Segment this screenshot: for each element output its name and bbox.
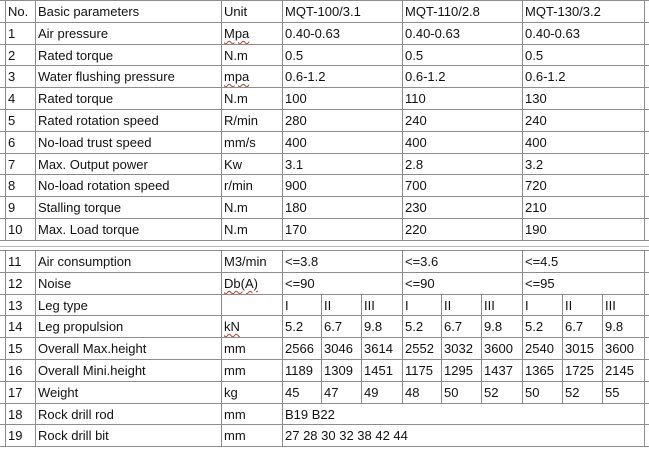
unit-cell: Kw xyxy=(224,157,243,172)
parameter-name: Noise xyxy=(38,276,72,291)
model-1-value: 900 xyxy=(285,178,307,193)
leg-variant-value: I xyxy=(285,298,289,313)
column-divider xyxy=(5,250,6,294)
column-divider xyxy=(5,403,6,446)
model-2-value: 700 xyxy=(405,178,427,193)
unit-cell: mm xyxy=(224,428,246,443)
header-row xyxy=(0,1,649,23)
column-divider xyxy=(441,294,442,403)
model-1-value: <=3.8 xyxy=(285,254,319,269)
leg-variant-value: 49 xyxy=(364,385,379,400)
column-divider xyxy=(361,294,362,403)
model-3-value: 3.2 xyxy=(525,157,544,172)
parameter-name: Rated torque xyxy=(38,48,114,63)
leg-variant-value: 1725 xyxy=(565,363,594,378)
model-1-value: 3.1 xyxy=(285,157,304,172)
unit-cell: Mpa xyxy=(224,26,250,41)
unit-cell: kg xyxy=(224,385,238,400)
table-row xyxy=(0,197,649,219)
leg-variant-value: 1451 xyxy=(364,363,393,378)
column-divider xyxy=(602,294,603,403)
model-1-value: 180 xyxy=(285,200,307,215)
column-divider xyxy=(35,250,36,294)
parameter-name: Rated torque xyxy=(38,91,114,106)
table-row xyxy=(0,273,649,295)
unit-cell: r/min xyxy=(224,178,253,193)
leg-variant-value: 48 xyxy=(405,385,420,400)
parameter-name: Water flushing pressure xyxy=(38,69,175,84)
model-3-value: <=95 xyxy=(525,276,555,291)
unit-cell: mm/s xyxy=(224,135,256,150)
table-row xyxy=(0,110,649,132)
column-divider xyxy=(282,0,283,240)
row-number: 10 xyxy=(8,222,23,237)
model-1-value: 100 xyxy=(285,91,307,106)
table-row xyxy=(0,66,649,88)
leg-variant-value: 5.2 xyxy=(405,319,424,334)
parameter-name: Rated rotation speed xyxy=(38,113,159,128)
model-1-value: 0.6-1.2 xyxy=(285,69,326,84)
column-divider xyxy=(35,0,36,240)
table-row xyxy=(0,132,649,154)
header-unit: Unit xyxy=(224,4,248,19)
model-2-value: 240 xyxy=(405,113,427,128)
model-3-value: <=4.5 xyxy=(525,254,559,269)
unit-cell: Db(A) xyxy=(224,276,258,291)
leg-variant-value: 50 xyxy=(444,385,459,400)
table-row xyxy=(0,154,649,176)
leg-variant-value: 2145 xyxy=(605,363,634,378)
column-divider xyxy=(644,0,645,240)
row-number: 13 xyxy=(8,298,23,313)
column-divider xyxy=(221,294,222,403)
leg-variant-value: 6.7 xyxy=(565,319,584,334)
leg-variant-value: 3032 xyxy=(444,341,473,356)
merged-value: 27 28 30 32 38 42 44 xyxy=(285,428,408,443)
header-model-2: MQT-110/2.8 xyxy=(405,4,480,19)
column-divider xyxy=(282,250,283,294)
parameter-name: Stalling torque xyxy=(38,200,122,215)
column-divider xyxy=(402,0,403,240)
column-divider xyxy=(481,294,482,403)
leg-variant-value: 2552 xyxy=(405,341,434,356)
row-number: 15 xyxy=(8,341,23,356)
table-row xyxy=(0,316,649,338)
row-number: 14 xyxy=(8,319,23,334)
parameter-name: Overall Mini.height xyxy=(38,363,146,378)
model-2-value: <=3.6 xyxy=(405,254,439,269)
column-divider xyxy=(644,294,645,403)
header-model-1: MQT-100/3.1 xyxy=(285,4,361,19)
leg-variant-value: 3614 xyxy=(364,341,393,356)
model-1-value: 170 xyxy=(285,222,307,237)
table-row xyxy=(0,45,649,67)
leg-variant-value: 3600 xyxy=(484,341,513,356)
leg-variant-value: II xyxy=(444,298,452,313)
merged-value: B19 B22 xyxy=(285,407,335,422)
parameter-name: Leg type xyxy=(38,298,88,313)
row-number: 5 xyxy=(8,113,16,128)
row-number: 17 xyxy=(8,385,23,400)
model-3-value: 240 xyxy=(525,113,547,128)
table-row xyxy=(0,23,649,45)
table-row xyxy=(0,175,649,197)
column-divider xyxy=(221,0,222,240)
leg-variant-value: III xyxy=(484,298,495,313)
model-2-value: 400 xyxy=(405,135,427,150)
table-row xyxy=(0,251,649,273)
leg-variant-value: 2540 xyxy=(525,341,554,356)
row-number: 6 xyxy=(8,135,16,150)
column-divider xyxy=(221,403,222,446)
column-divider xyxy=(644,250,645,294)
parameter-name: Air consumption xyxy=(38,254,132,269)
leg-variant-value: 2566 xyxy=(285,341,314,356)
unit-cell: mm xyxy=(224,341,246,356)
leg-variant-value: 3015 xyxy=(565,341,594,356)
leg-variant-value: 5.2 xyxy=(285,319,304,334)
leg-variant-value: 6.7 xyxy=(324,319,343,334)
row-divider xyxy=(0,240,649,241)
leg-variant-value: 1189 xyxy=(285,363,313,378)
parameter-name: Leg propulsion xyxy=(38,319,124,334)
table-row xyxy=(0,219,649,241)
column-divider xyxy=(282,294,283,403)
parameter-name: Weight xyxy=(38,385,79,400)
model-2-value: 230 xyxy=(405,200,427,215)
leg-variant-value: 9.8 xyxy=(364,319,383,334)
header-model-3: MQT-130/3.2 xyxy=(525,4,601,19)
model-1-value: 400 xyxy=(285,135,307,150)
model-3-value: 0.5 xyxy=(525,48,544,63)
leg-variant-value: II xyxy=(565,298,573,313)
model-1-value: <=90 xyxy=(285,276,315,291)
parameter-name: Overall Max.height xyxy=(38,341,147,356)
column-divider xyxy=(221,250,222,294)
column-divider xyxy=(321,294,322,403)
table-row xyxy=(0,338,649,360)
column-divider xyxy=(522,294,523,403)
model-3-value: 210 xyxy=(525,200,547,215)
table-row xyxy=(0,425,649,447)
parameter-name: Max. Output power xyxy=(38,157,148,172)
model-2-value: 110 xyxy=(405,91,426,106)
row-number: 7 xyxy=(8,157,16,172)
header-no: No. xyxy=(8,4,29,19)
column-divider xyxy=(402,250,403,294)
leg-variant-value: 52 xyxy=(565,385,580,400)
model-3-value: 400 xyxy=(525,135,547,150)
leg-variant-value: 9.8 xyxy=(484,319,503,334)
column-divider xyxy=(644,403,645,446)
model-3-value: 0.40-0.63 xyxy=(525,26,580,41)
row-divider xyxy=(0,446,649,447)
unit-cell: N.m xyxy=(224,200,248,215)
model-2-value: 0.5 xyxy=(405,48,424,63)
leg-variant-value: 6.7 xyxy=(444,319,463,334)
model-2-value: <=90 xyxy=(405,276,435,291)
unit-cell: kN xyxy=(224,319,240,334)
row-number: 4 xyxy=(8,91,16,106)
model-3-value: 130 xyxy=(525,91,547,106)
row-number: 8 xyxy=(8,178,16,193)
leg-variant-value: I xyxy=(525,298,529,313)
leg-variant-value: 1365 xyxy=(525,363,554,378)
unit-cell: R/min xyxy=(224,113,258,128)
unit-cell xyxy=(222,295,283,316)
leg-variant-value: 3046 xyxy=(324,341,353,356)
leg-variant-value: III xyxy=(364,298,375,313)
column-divider xyxy=(562,294,563,403)
parameter-name: Rock drill rod xyxy=(38,407,114,422)
model-3-value: 0.6-1.2 xyxy=(525,69,566,84)
leg-variant-value: III xyxy=(605,298,616,313)
section-separator xyxy=(0,246,649,247)
column-divider xyxy=(5,294,6,403)
unit-cell: mpa xyxy=(224,69,250,84)
table-row xyxy=(0,88,649,110)
row-number: 3 xyxy=(8,69,16,84)
column-divider xyxy=(522,250,523,294)
model-3-value: 720 xyxy=(525,178,547,193)
leg-variant-value: 3600 xyxy=(605,341,634,356)
table-row xyxy=(0,295,649,317)
leg-variant-value: 47 xyxy=(324,385,339,400)
leg-variant-value: 1309 xyxy=(324,363,353,378)
leg-variant-value: 55 xyxy=(605,385,620,400)
model-2-value: 2.8 xyxy=(405,157,424,172)
leg-variant-value: 5.2 xyxy=(525,319,544,334)
row-number: 16 xyxy=(8,363,23,378)
leg-variant-value: I xyxy=(405,298,409,313)
model-2-value: 220 xyxy=(405,222,427,237)
column-divider xyxy=(35,294,36,403)
row-number: 2 xyxy=(8,48,16,63)
unit-cell: N.m xyxy=(224,91,248,106)
leg-variant-value: II xyxy=(324,298,332,313)
leg-variant-value: 1175 xyxy=(405,363,433,378)
row-number: 12 xyxy=(8,276,23,291)
row-number: 19 xyxy=(8,428,23,443)
leg-variant-value: 45 xyxy=(285,385,300,400)
header-param: Basic parameters xyxy=(38,4,140,19)
parameter-name: No-load rotation speed xyxy=(38,178,170,193)
column-divider xyxy=(35,403,36,446)
unit-cell: N.m xyxy=(224,48,248,63)
leg-variant-value: 1295 xyxy=(444,363,473,378)
parameter-name: Air pressure xyxy=(38,26,109,41)
row-number: 9 xyxy=(8,200,16,215)
row-number: 18 xyxy=(8,407,23,422)
parameter-name: No-load trust speed xyxy=(38,135,152,150)
table-row xyxy=(0,360,649,382)
leg-variant-value: 1437 xyxy=(484,363,513,378)
column-divider xyxy=(5,0,6,240)
unit-cell: mm xyxy=(224,363,246,378)
row-number: 1 xyxy=(8,26,16,41)
model-1-value: 0.5 xyxy=(285,48,304,63)
table-row xyxy=(0,404,649,426)
model-1-value: 280 xyxy=(285,113,307,128)
column-divider xyxy=(402,294,403,403)
leg-variant-value: 50 xyxy=(525,385,540,400)
row-number: 11 xyxy=(8,254,22,269)
column-divider xyxy=(282,403,283,446)
leg-variant-value: 9.8 xyxy=(605,319,624,334)
column-divider xyxy=(522,0,523,240)
parameter-name: Max. Load torque xyxy=(38,222,140,237)
table-row xyxy=(0,382,649,404)
unit-cell: mm xyxy=(224,407,246,422)
parameter-name: Rock drill bit xyxy=(38,428,109,443)
model-2-value: 0.6-1.2 xyxy=(405,69,446,84)
model-1-value: 0.40-0.63 xyxy=(285,26,340,41)
unit-cell: N.m xyxy=(224,222,248,237)
unit-cell: M3/min xyxy=(224,254,267,269)
model-3-value: 190 xyxy=(525,222,547,237)
leg-variant-value: 52 xyxy=(484,385,499,400)
model-2-value: 0.40-0.63 xyxy=(405,26,460,41)
